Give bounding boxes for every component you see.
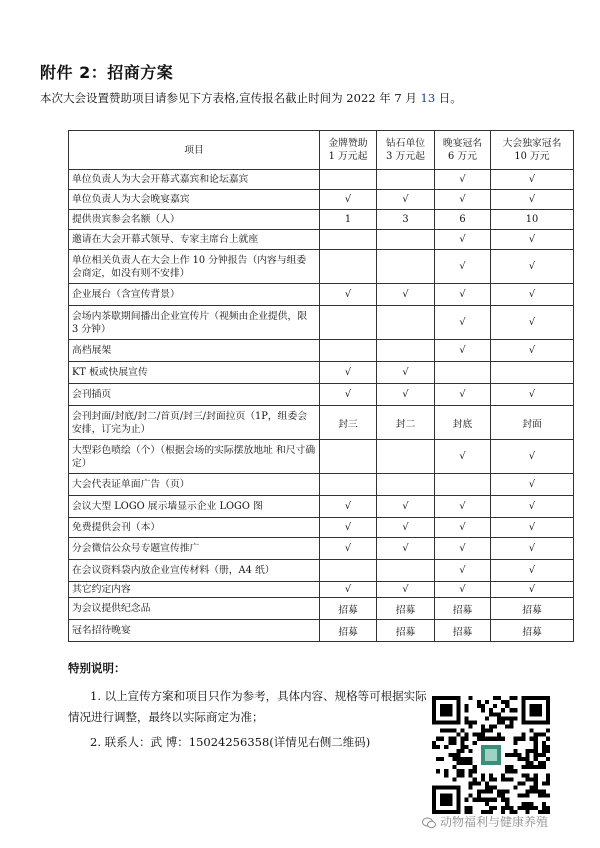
row-cell-value: 封底 — [435, 406, 491, 440]
row-cell-value — [377, 340, 435, 362]
row-cell-value — [377, 170, 435, 190]
row-item-label: 免费提供会刊（本） — [69, 518, 320, 538]
row-cell-value: √ — [491, 474, 574, 496]
header-price: 1 万元起 — [328, 151, 368, 162]
row-item-label: 大会代表证单面广告（页） — [69, 474, 320, 496]
table-row — [69, 170, 574, 190]
row-cell-value: √ — [435, 538, 491, 560]
table-row — [69, 340, 574, 362]
watermark-text: 动物福利与健康养殖 — [440, 815, 549, 829]
row-cell-value: √ — [377, 190, 435, 210]
row-cell-value: 招募 — [491, 598, 574, 620]
table-header-row — [69, 131, 574, 170]
row-cell-value: √ — [435, 170, 491, 190]
row-cell-value: √ — [491, 538, 574, 560]
row-cell-value — [377, 440, 435, 474]
table-row — [69, 230, 574, 250]
header-price: 3 万元起 — [386, 151, 425, 162]
notes-heading: 特别说明： — [68, 661, 126, 675]
row-cell-value: √ — [320, 362, 377, 384]
row-cell-value: 封面 — [491, 406, 574, 440]
row-cell-value: √ — [491, 440, 574, 474]
table-row — [69, 518, 574, 538]
row-item-label: 提供贵宾参会名额（人） — [69, 210, 320, 230]
row-cell-value — [491, 362, 574, 384]
row-item-label: 企业展台（含宣传背景） — [69, 284, 320, 306]
row-cell-value: 封三 — [320, 406, 377, 440]
row-cell-value — [320, 170, 377, 190]
row-cell-value: √ — [377, 582, 435, 598]
row-cell-value: √ — [377, 518, 435, 538]
row-cell-value: 6 — [435, 210, 491, 230]
row-cell-value: √ — [491, 170, 574, 190]
row-cell-value: √ — [491, 190, 574, 210]
row-cell-value: √ — [435, 340, 491, 362]
row-cell-value: √ — [491, 230, 574, 250]
row-cell-value: √ — [491, 518, 574, 538]
row-item-label: 在会议资料袋内放企业宣传材料（册，A4 纸） — [69, 560, 320, 582]
row-cell-value — [435, 474, 491, 496]
table-row — [69, 190, 574, 210]
notes-section — [68, 660, 438, 753]
row-cell-value: 3 — [377, 210, 435, 230]
intro-text-end: 日。 — [435, 91, 462, 105]
qr-code — [432, 696, 550, 814]
row-cell-value: √ — [491, 582, 574, 598]
table-row — [69, 496, 574, 518]
row-cell-value: 1 — [320, 210, 377, 230]
row-item-label: 其它约定内容 — [69, 582, 320, 598]
row-item-label: 大型彩色喷绘（个）（根据会场的实际摆放地址 和尺寸确定） — [69, 440, 320, 474]
row-cell-value: √ — [435, 284, 491, 306]
row-cell-value — [320, 560, 377, 582]
row-cell-value — [320, 250, 377, 284]
table-body — [69, 170, 574, 642]
table-row — [69, 582, 574, 598]
column-header-tier — [435, 131, 491, 170]
table-row — [69, 250, 574, 284]
row-cell-value — [377, 250, 435, 284]
row-item-label: 单位负责人为大会晚宴嘉宾 — [69, 190, 320, 210]
intro-text — [40, 90, 462, 106]
row-item-label: 为会议提供纪念品 — [69, 598, 320, 620]
row-cell-value: √ — [320, 384, 377, 406]
table-row — [69, 474, 574, 496]
row-cell-value — [320, 440, 377, 474]
row-cell-value: √ — [320, 538, 377, 560]
row-cell-value: √ — [320, 284, 377, 306]
row-cell-value: √ — [377, 538, 435, 560]
row-cell-value: √ — [491, 560, 574, 582]
watermark — [422, 813, 548, 830]
note-item: 2. 联系人：武 博：15024256358(详情见右侧二维码) — [90, 735, 371, 749]
row-cell-value — [377, 474, 435, 496]
row-cell-value: √ — [377, 384, 435, 406]
row-cell-value: √ — [491, 384, 574, 406]
header-price: 10 万元 — [514, 151, 550, 162]
table-row — [69, 440, 574, 474]
table-row — [69, 598, 574, 620]
row-cell-value: √ — [320, 582, 377, 598]
row-cell-value: √ — [491, 496, 574, 518]
row-cell-value: 招募 — [491, 620, 574, 642]
header-label: 晚宴冠名 — [442, 138, 483, 149]
header-label: 大会独家冠名 — [502, 138, 562, 149]
row-cell-value: 招募 — [435, 620, 491, 642]
table-row — [69, 538, 574, 560]
row-cell-value: 招募 — [377, 620, 435, 642]
column-header-item — [69, 131, 320, 170]
row-item-label: 高档展架 — [69, 340, 320, 362]
column-header-tier — [377, 131, 435, 170]
intro-text-main: 本次大会设置赞助项目请参见下方表格,宣传报名截止时间为 2022 年 7 月 — [40, 91, 421, 105]
note-item: 1. 以上宣传方案和项目只作为参考，具体内容、规格等可根据实际情况进行调整，最终以实际商定为准； — [68, 689, 427, 724]
sponsorship-table — [68, 130, 574, 642]
header-label: 金牌赞助 — [328, 138, 368, 149]
row-item-label: 会议大型 LOGO 展示墙显示企业 LOGO 图 — [69, 496, 320, 518]
row-item-label: 会刊封面/封底/封二/首页/封三/封面拉页（1P，组委会安排，订完为止） — [69, 406, 320, 440]
row-cell-value: √ — [320, 496, 377, 518]
table-row — [69, 306, 574, 340]
row-item-label: 会刊插页 — [69, 384, 320, 406]
row-item-label: KT 板或快展宣传 — [69, 362, 320, 384]
row-cell-value: √ — [435, 250, 491, 284]
row-cell-value: √ — [491, 340, 574, 362]
row-cell-value: √ — [491, 250, 574, 284]
table-row — [69, 210, 574, 230]
row-item-label: 分会微信公众号专题宣传推广 — [69, 538, 320, 560]
row-cell-value: √ — [377, 496, 435, 518]
row-cell-value: √ — [435, 190, 491, 210]
row-cell-value: √ — [320, 518, 377, 538]
row-item-label: 邀请在大会开幕式领导、专家主席台上就座 — [69, 230, 320, 250]
deadline-day: 13 — [420, 91, 436, 105]
header-label: 项目 — [184, 144, 204, 156]
page-title: 附件 2：招商方案 — [40, 63, 174, 82]
table-row — [69, 362, 574, 384]
row-cell-value: 招募 — [320, 620, 377, 642]
row-cell-value: √ — [435, 582, 491, 598]
wechat-icon — [422, 817, 436, 829]
column-header-tier — [491, 131, 574, 170]
row-cell-value — [320, 474, 377, 496]
row-cell-value: 招募 — [320, 598, 377, 620]
table-row — [69, 284, 574, 306]
row-cell-value: √ — [435, 560, 491, 582]
row-cell-value: √ — [435, 496, 491, 518]
row-cell-value: 10 — [491, 210, 574, 230]
row-cell-value: √ — [320, 190, 377, 210]
row-cell-value: √ — [491, 306, 574, 340]
table-row — [69, 620, 574, 642]
header-label: 钻石单位 — [385, 138, 426, 149]
row-item-label: 单位相关负责人在大会上作 10 分钟报告（内容与组委会商定，如没有则不安排） — [69, 250, 320, 284]
row-item-label: 冠名招待晚宴 — [69, 620, 320, 642]
row-cell-value — [377, 230, 435, 250]
row-cell-value: √ — [377, 362, 435, 384]
row-cell-value: 招募 — [377, 598, 435, 620]
table-row — [69, 560, 574, 582]
row-item-label: 会场内茶歇期间播出企业宣传片（视频由企业提供，限 3 分钟） — [69, 306, 320, 340]
row-cell-value — [320, 306, 377, 340]
row-cell-value: √ — [491, 284, 574, 306]
row-cell-value — [320, 340, 377, 362]
header-price: 6 万元 — [448, 151, 477, 162]
table-row — [69, 384, 574, 406]
row-cell-value: √ — [435, 518, 491, 538]
row-cell-value — [320, 230, 377, 250]
row-cell-value: √ — [435, 230, 491, 250]
row-cell-value: √ — [435, 384, 491, 406]
row-cell-value: 封二 — [377, 406, 435, 440]
row-cell-value — [377, 560, 435, 582]
table-row — [69, 406, 574, 440]
row-item-label: 单位负责人为大会开幕式嘉宾和论坛嘉宾 — [69, 170, 320, 190]
row-cell-value — [377, 306, 435, 340]
row-cell-value: 招募 — [435, 598, 491, 620]
row-cell-value — [435, 362, 491, 384]
column-header-tier — [320, 131, 377, 170]
row-cell-value: √ — [435, 440, 491, 474]
row-cell-value: √ — [435, 306, 491, 340]
row-cell-value: √ — [377, 284, 435, 306]
